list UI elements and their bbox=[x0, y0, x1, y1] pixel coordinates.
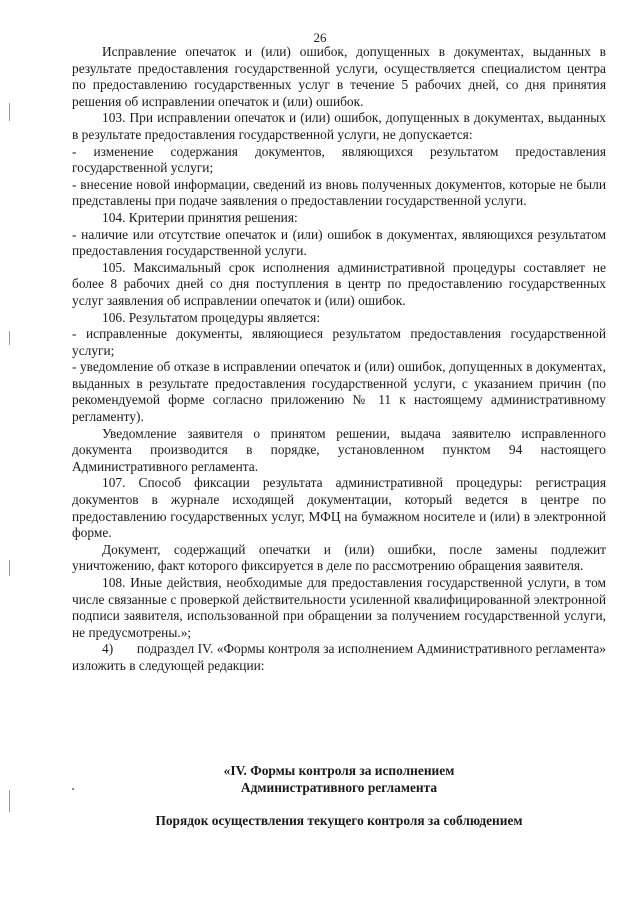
page-number: 26 bbox=[313, 30, 327, 45]
paragraph-108: 108. Иные действия, необходимые для предоставления государственной услуги, в том числе связанные с проверкой действительности усиленной квалифицированной электронной подписи заявителя, использованной при обращении за получением государственной услуги, не предусмотрены.»; bbox=[72, 575, 606, 640]
paragraph-105: 105. Максимальный срок исполнения административной процедуры составляет не более 8 рабочих дней со дня поступления в центр по предоставлению государственных услуг заявления об исправлении опечаток и (или) ошибок. bbox=[72, 259, 606, 308]
paragraph-106: 106. Результатом процедуры является: bbox=[102, 309, 321, 325]
list-item-criteria: - наличие или отсутствие опечаток и (или) ошибок в документах, являющихся результатом предоставления государственной услуги. bbox=[72, 226, 606, 259]
paragraph-notification: Уведомление заявителя о принятом решении, выдача заявителю исправленного документа производится в порядке, установленном пунктом 94 настоящего Административного регламента. bbox=[72, 425, 606, 474]
paragraph-104: 104. Критерии принятия решения: bbox=[102, 209, 298, 225]
list-item-refusal-notice: - уведомление об отказе в исправлении опечаток и (или) ошибок, допущенных в документах, выданных в результате предоставления государственной услуги, с указанием причин (по рекомендуемой форме согласно приложению № 11 к настоящему административному регламенту). bbox=[72, 359, 606, 425]
section-heading-line-1: «IV. Формы контроля за исполнением bbox=[223, 763, 455, 778]
margin-scan-mark bbox=[9, 331, 10, 345]
paragraph-subsection-4: 4) подраздел IV. «Формы контроля за исполнением Административного регламента» изложить в следующей редакции: bbox=[72, 641, 606, 673]
paragraph-103: 103. При исправлении опечаток и (или) ошибок, допущенных в документах, выданных в результате предоставления государственной услуги, не допускается: bbox=[72, 110, 606, 142]
list-item-new-information: - внесение новой информации, сведений из вновь полученных документов, которые не были представлены при подаче заявления о предоставлении государственной услуги. bbox=[72, 176, 606, 209]
paragraph-correction-procedure: Исправление опечаток и (или) ошибок, допущенных в документах, выданных в результате предоставления государственной услуги, осуществляется специалистом центра по предоставлению государственных услуг в течение 5 рабочих дней, со дня принятия решения об исправлении опечаток и (или) ошибок. bbox=[72, 44, 606, 109]
paragraph-107: 107. Способ фиксации результата административной процедуры: регистрация документов в журнале исходящей документации, который ведется в центре по предоставлению государственных услуг, МФЦ на бумажном носителе и (или) в электронной форме. bbox=[72, 475, 606, 541]
section-heading-line-2: Административного регламента bbox=[240, 780, 438, 795]
scan-dot bbox=[72, 788, 74, 790]
margin-scan-mark bbox=[9, 560, 10, 576]
list-item-change-content: - изменение содержания документов, являющихся результатом предоставления государственной услуги; bbox=[72, 143, 606, 176]
margin-scan-mark bbox=[9, 790, 10, 812]
margin-scan-mark bbox=[9, 103, 10, 121]
body-text bbox=[72, 44, 606, 675]
paragraph-document-destruction: Документ, содержащий опечатки и (или) ошибки, после замены подлежит уничтожению, факт которого фиксируется в деле по рассмотрению обращения заявителя. bbox=[72, 541, 606, 574]
section-heading bbox=[72, 762, 606, 796]
list-item-corrected-documents: - исправленные документы, являющиеся результатом предоставления государственной услуги; bbox=[72, 326, 606, 358]
subsection-heading: Порядок осуществления текущего контроля за соблюдением bbox=[155, 813, 523, 828]
